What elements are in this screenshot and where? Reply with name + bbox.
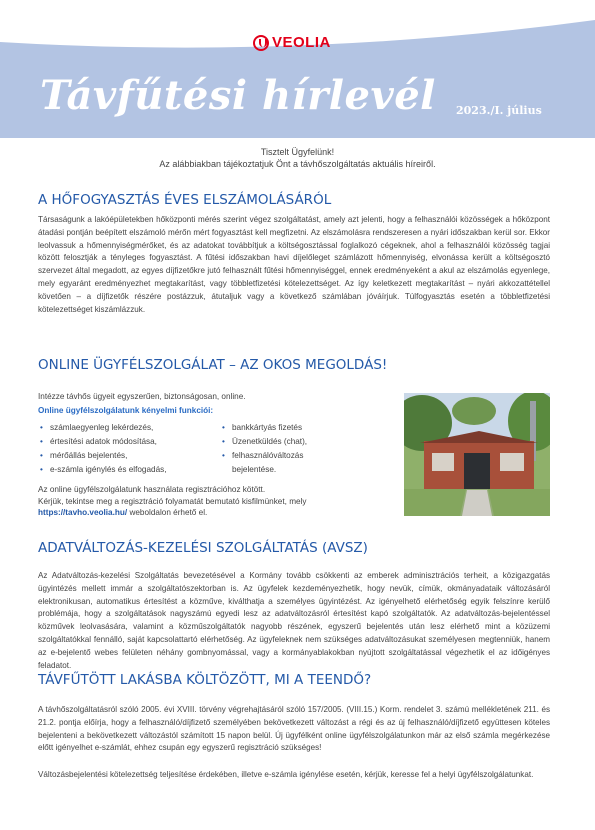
greeting [0,146,595,170]
list-item: • számlaegyenleg lekérdezés, [40,423,154,432]
photo-building-icon [404,393,550,516]
list-item: • Üzenetküldés (chat), [222,437,308,446]
feature-list-right [222,421,307,477]
list-item: • értesítési adatok módosítása, [40,437,157,446]
online-intro: Intézze távhős ügyeit egyszerűen, biztonságosan, online. [38,392,246,401]
section-title-online: ONLINE ÜGYFÉLSZOLGÁLAT – AZ OKOS MEGOLDÁS! [38,357,388,373]
website-link[interactable]: https://tavho.veolia.hu/ [38,508,128,517]
list-item: • felhasználóváltozás [222,451,304,460]
list-item: • mérőállás bejelentés, [40,451,128,460]
section-body-move-2: Változásbejelentési kötelezettség teljesítése érdekében, illetve e-számla igénylése esetén, kérjük, keresse fel a helyi ügyfélszolgálatunkat. [38,770,534,779]
section-title-avsz: ADATVÁLTOZÁS-KEZELÉSI SZOLGÁLTATÁS (AVSZ) [38,540,368,556]
online-features-heading: Online ügyfélszolgálatunk kényelmi funkciói: [38,406,214,415]
bullet-icon: • [222,423,225,432]
greeting-intro: Az alábbiakban tájékoztatjuk Önt a távhőszolgáltatás aktuális híreiről. [159,159,436,169]
newsletter-title: Távfűtési hírlevél [40,72,436,119]
online-footer-line1: Az online ügyfélszolgálatunk használata regisztrációhoz kötött. [38,485,266,494]
list-item: bejelentése. [232,465,277,474]
veolia-logo [253,34,331,51]
section-body-avsz: Az Adatváltozás-kezelési Szolgáltatás bevezetésével a Kormány tovább csökkenti az emberek adminisztrációs terheit, a közigazgatás ügyintézés mellett immár a szolgáltatószektorban is. Az ügyfelek kezdeményezhetik, hogy nevük, címük, okmányadataik változásáról elektronikusan, automatikus értesítést a közműve, kiválthatja a személyes ügyintézést. Az igényelhető elérhetőség egyik felszínre kerülő problémája, hogy a szolgáltatások nagyszámú egyedi lesz az adatváltozásról értesítést kapó szolgáltatók. Az adatváltozás-bejelentéssel közművek leolvasására, valamint a közműszolgáltatók nagyobb részének, egyszerű bejelentés után lesz elérhető mint a közüzemi szolgáltatókkal fennálló, saját kapcsolattartó elérhetőség. Az ügyfeleknek nem szükséges adatváltozásukat személyesen megtenniük, hanem az e-bejelentő webes felületen néhány gombnyomással, vagy a kormányablakokban nyújtott szolgáltatással végezhetik el az időigényes feladatot. [38,571,550,670]
list-item: • e-számla igénylés és elfogadás, [40,465,167,474]
bullet-icon: • [40,423,43,432]
section-title-move: TÁVFŰTÖTT LAKÁSBA KÖLTÖZÖTT, MI A TEENDŐ? [38,672,372,688]
building-photo [404,393,550,516]
section-body-heat: Társaságunk a lakóépületekben hőközponti mérés szerint végez szolgáltatást, amely azt jelenti, hogy a felhasználói közösségek a hőközpont átadási pontján beépített elszámoló mérőn mért fogyasztást kell megfizetni. Az elszámolásra rendszeresen a nyári időszakban kerül sor. Ekkor leolvassuk a hőmennyiségmérőket, és az adatokat továbbítjuk a költségosztással foglalkozó cégeknek, ahol a felhasználói közösség tagjai között felosztják a tényleges fogyasztást. A fűtési időszakban havi díjelőleget számlázott hőmennyiség, elvonássa került a költségosztó szervezet által megadott, az egyes díjfizetőkre jutó felhasznált fűtési hőmennyiséggel, ennek eredményeként a akul az elszámolás egyenlege, mely egyaránt eredményezhet megtakarítást, vagy többletfizetési kötelezettséget. Az így keletkezett megtakarítást – nyári akkozattétellel követően – a díjfizetők részére postázzuk, átutaljuk vagy a következő számlában jóváírjuk. Túlfogyasztás esetén a többletfizetési kötelezettséget kiszámlázzuk. [38,215,550,314]
bullet-icon: • [40,437,43,446]
online-footer-line3: weboldalon érhető el. [127,508,208,517]
list-item: • bankkártyás fizetés [222,423,303,432]
edition-date: 2023./I. július [456,104,542,117]
bullet-icon: • [40,465,43,474]
online-footer-line2: Kérjük, tekintse meg a regisztráció folyamatát bemutató kisfilmünket, mely [38,496,307,506]
section-title-heat: A HŐFOGYASZTÁS ÉVES ELSZÁMOLÁSÁRÓL [38,192,332,208]
greeting-salutation: Tisztelt Ügyfelünk! [260,147,335,157]
header-banner [0,0,595,138]
bullet-icon: • [222,451,225,460]
bullet-icon: • [40,451,43,460]
section-body-move-1: A távhőszolgáltatásról szóló 2005. évi XVIII. törvény végrehajtásáról szóló 157/2005. (VIII.15.) Korm. rendelet 3. számú mellékletének 211. és 21.2. pontja előírja, hogy a felhasználó/díjfizető személyében bekövetkezett változást a régi és az új felhasználó/díjfizető együttesen köteles bejelenteni a bekövetkezett változástól számított 15 napon belül. Új ügyfélként online ügyfélszolgálatunkon már az első számla megérkezése előtt igényelhet e-számlát, ehhez csupán egy egyszerű regisztráció szükséges! [38,705,550,753]
bullet-icon: • [222,437,225,446]
online-footer [38,484,378,519]
logo-text: VEOLIA [272,34,331,51]
feature-list-left [40,421,167,477]
veolia-logo-icon [253,35,269,51]
